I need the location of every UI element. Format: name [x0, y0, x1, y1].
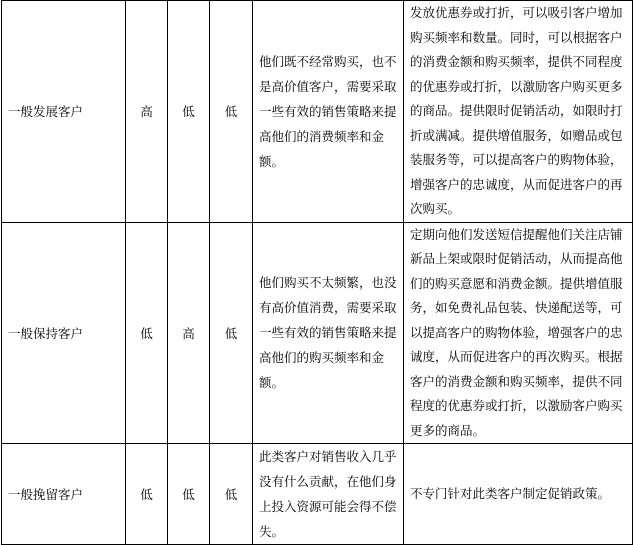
policy-cell: 定期向他们发送短信提醒他们关注店铺新品上架或限时促销活动，从而提高他们的购买意愿和消费金额。提供增值服务，如免费礼品包装、快递配送等，可以提高客户的购物体验，增强客户的忠诚度，从而促进客户的再次购买。根据客户的消费金额和购买频率，提供不同程度的优惠券或打折，以激励客户购买更多的商品。 [404, 222, 633, 444]
level-cell-1: 低 [126, 444, 168, 545]
description-cell: 他们购买不太频繁，也没有高价值消费，需要采取一些有效的销售策略来提高他们的购买频率和金额。 [253, 222, 404, 444]
customer-type-cell: 一般发展客户 [2, 1, 126, 223]
level-cell-1: 高 [126, 1, 168, 223]
level-cell-2: 高 [168, 222, 210, 444]
table-row [2, 444, 633, 545]
table-row [2, 222, 633, 444]
policy-cell: 发放优惠券或打折，可以吸引客户增加购买频率和数量。同时，可以根据客户的消费金额和购买频率，提供不同程度的优惠券或打折，以激励客户购买更多的商品。提供限时促销活动，如限时打折或满减。提供增值服务，如赠品或包装服务等，可以提高客户的购物体验，增强客户的忠诚度，从而促进客户的再次购买。 [404, 1, 633, 223]
level-cell-3: 低 [210, 222, 253, 444]
level-cell-1: 低 [126, 222, 168, 444]
customer-type-cell: 一般保持客户 [2, 222, 126, 444]
description-cell: 此类客户对销售收入几乎没有什么贡献，在他们身上投入资源可能会得不偿失。 [253, 444, 404, 545]
level-cell-2: 低 [168, 1, 210, 223]
level-cell-3: 低 [210, 1, 253, 223]
level-cell-3: 低 [210, 444, 253, 545]
level-cell-2: 低 [168, 444, 210, 545]
table-row [2, 1, 633, 223]
customer-type-cell: 一般挽留客户 [2, 444, 126, 545]
description-cell: 他们既不经常购买，也不是高价值客户，需要采取一些有效的销售策略来提高他们的消费频率和金额。 [253, 1, 404, 223]
policy-cell: 不专门针对此类客户制定促销政策。 [404, 444, 633, 545]
customer-segment-table [1, 0, 633, 545]
